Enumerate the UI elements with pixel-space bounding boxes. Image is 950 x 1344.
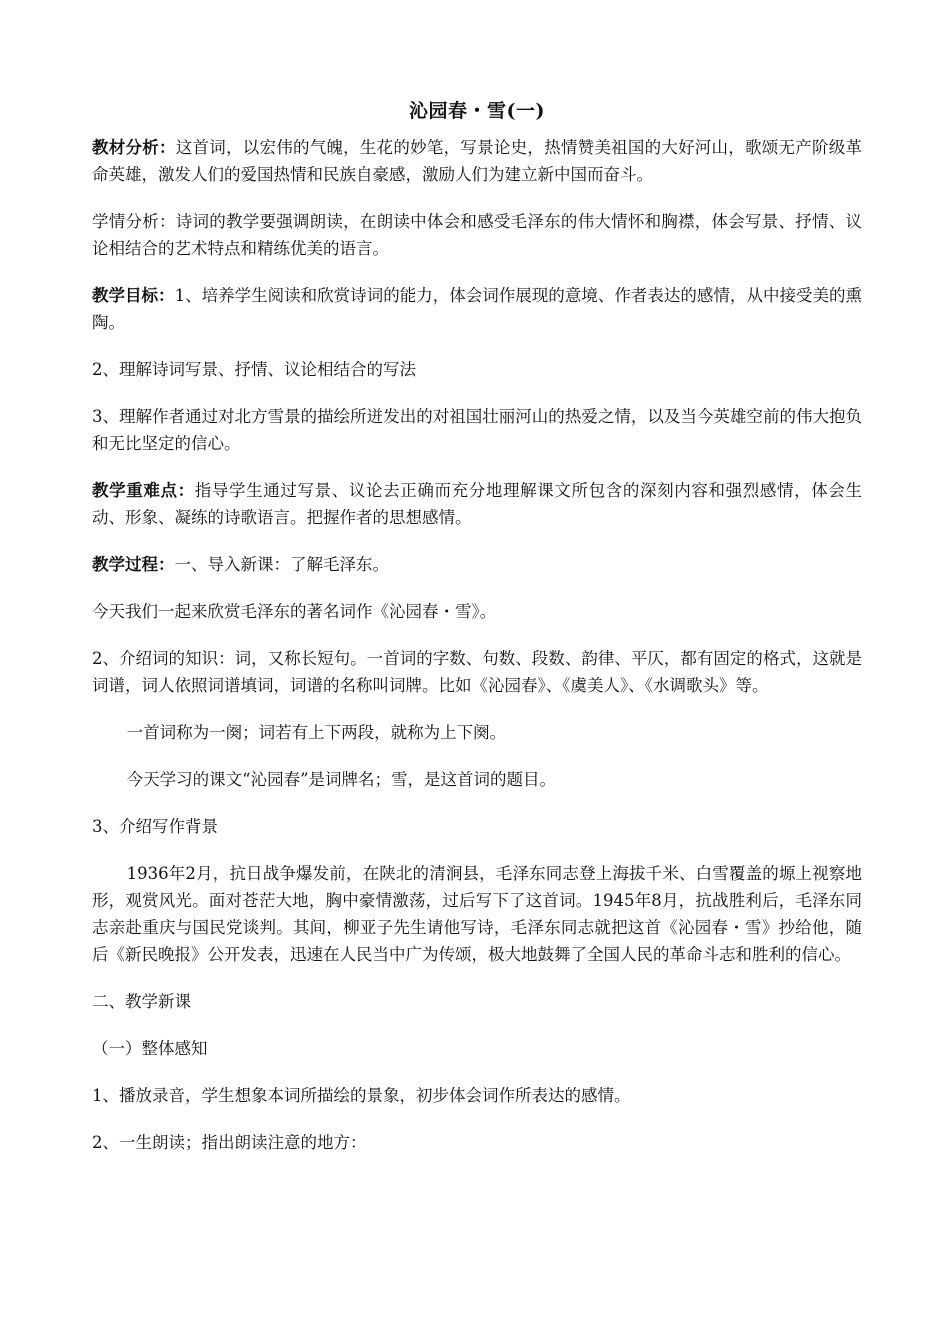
paragraph-student-reading: 2、一生朗读；指出朗读注意的地方： (92, 1133, 367, 1152)
paragraph-teaching-process (92, 551, 862, 578)
paragraph-teaching-goal-3: 3、理解作者通过对北方雪景的描绘所迸发出的对祖国壮丽河山的热爱之情，以及当今英雄空前的伟大抱负和无比坚定的信心。 (92, 407, 862, 453)
paragraph-material-analysis (92, 134, 862, 188)
paragraph-teaching-goal-2: 2、理解诗词写景、抒情、议论相结合的写法 (92, 360, 416, 379)
text-teaching-process: 一、导入新课：了解毛泽东。 (174, 555, 389, 574)
document-title: 沁园春・雪(一) (409, 100, 545, 122)
paragraph-ci-knowledge: 2、介绍词的知识：词，又称长短句。一首词的字数、句数、段数、韵律、平仄，都有固定的格式，这就是词谱，词人依照词谱填词，词谱的名称叫词牌。比如《沁园春》、《虞美人》、《水调歌头》等。 (92, 649, 862, 695)
label-material-analysis: 教材分析： (92, 138, 176, 157)
text-material-analysis: 这首词，以宏伟的气魄，生花的妙笔，写景论史，热情赞美祖国的大好河山，歌颂无产阶级革命英雄，激发人们的爱国热情和民族自豪感，激励人们为建立新中国而奋斗。 (92, 138, 863, 184)
paragraph-que-definition: 一首词称为一阕；词若有上下两段，就称为上下阕。 (126, 723, 507, 742)
text-teaching-goal-1: 1、培养学生阅读和欣赏诗词的能力，体会词作展现的意境、作者表达的感情，从中接受美的熏陶。 (92, 286, 863, 332)
paragraph-key-difficulties (92, 477, 862, 531)
document-page (92, 96, 862, 1176)
paragraph-background: 1936年2月，抗日战争爆发前，在陕北的清涧县，毛泽东同志登上海拔千米、白雪覆盖的塬上视察地形，观赏风光。面对苍茫大地，胸中豪情激荡，过后写下了这首词。1945年8月，抗战胜利后，毛泽东同志亲赴重庆与国民党谈判。其间，柳亚子先生请他写诗，毛泽东同志就把这首《沁园春・雪》抄给他，随后《新民晚报》公开发表，迅速在人民当中广为传颂，极大地鼓舞了全国人民的革命斗志和胜利的信心。 (92, 864, 862, 964)
paragraph-introduction: 今天我们一起来欣赏毛泽东的著名词作《沁园春・雪》。 (92, 602, 497, 621)
label-teaching-process: 教学过程： (92, 555, 175, 574)
paragraph-teaching-goals (92, 282, 862, 336)
paragraph-play-recording: 1、播放录音，学生想象本词所描绘的景象，初步体会词作所表达的感情。 (92, 1086, 631, 1105)
paragraph-new-lesson: 二、教学新课 (92, 992, 191, 1011)
label-teaching-goals: 教学目标： (92, 286, 175, 305)
paragraph-overall-perception: （一）整体感知 (92, 1039, 208, 1058)
text-key-difficulties: 指导学生通过写景、议论去正确而充分地理解课文所包含的深刻内容和强烈感情，体会生动、形象、凝练的诗歌语言。把握作者的思想感情。 (92, 481, 862, 527)
paragraph-background-heading: 3、介绍写作背景 (92, 817, 218, 836)
paragraph-learner-analysis: 学情分析：诗词的教学要强调朗读，在朗读中体会和感受毛泽东的伟大情怀和胸襟，体会写景、抒情、议论相结合的艺术特点和精练优美的语言。 (92, 212, 862, 258)
paragraph-cipai-title: 今天学习的课文“沁园春”是词牌名；雪，是这首词的题目。 (126, 770, 557, 789)
label-key-difficulties: 教学重难点： (92, 481, 195, 500)
